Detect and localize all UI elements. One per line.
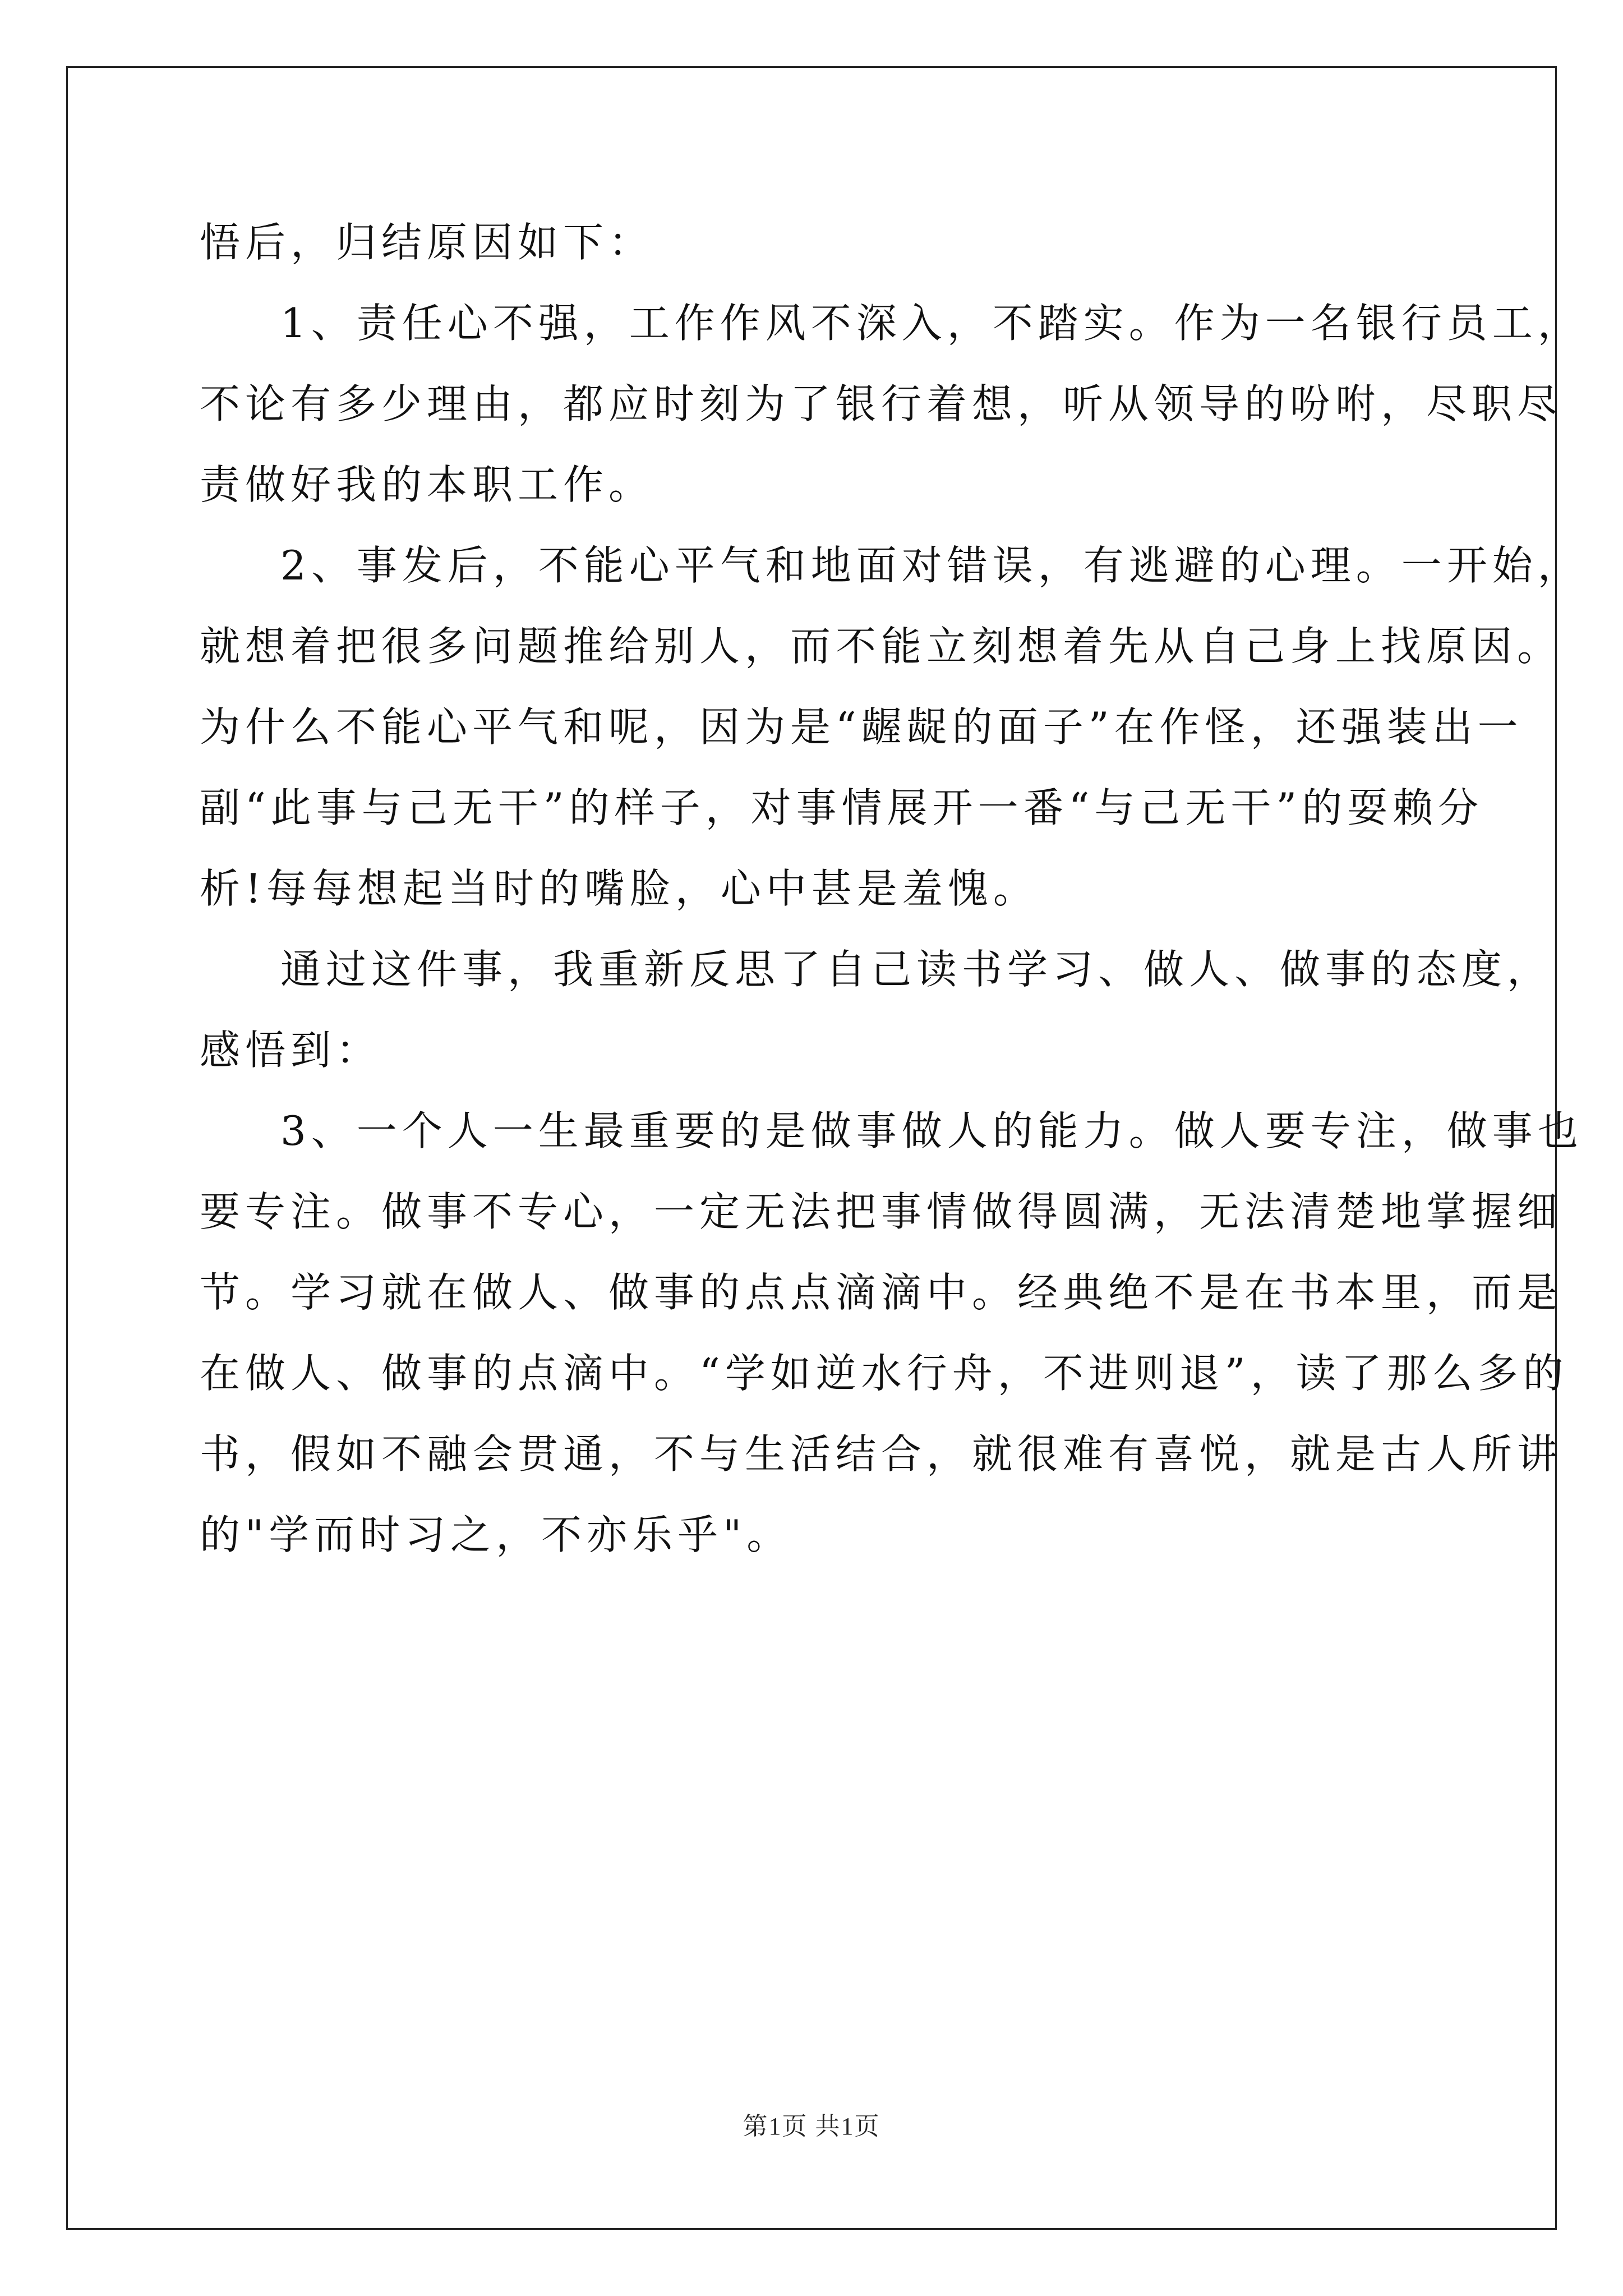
paragraph-first-line: 通过这件事，我重新反思了自己读书学习、做人、做事的态度，	[280, 946, 1553, 993]
text-line: 书，假如不融会贯通，不与生活结合，就很难有喜悦，就是古人所讲	[200, 1430, 1563, 1478]
text-line: 责做好我的本职工作。	[200, 461, 654, 508]
paragraph-first-line: 3、一个人一生最重要的是做事做人的能力。做人要专注，做事也	[280, 1107, 1583, 1154]
document-body	[200, 202, 1583, 1575]
text-line: 悟后，归结原因如下：	[200, 219, 654, 266]
text-line: 不论有多少理由，都应时刻为了银行着想，听从领导的吩咐，尽职尽	[200, 380, 1563, 427]
page-footer	[0, 2106, 1623, 2142]
text-line: 为什么不能心平气和呢，因为是“龌龊的面子”在作怪，还强装出一	[200, 703, 1523, 751]
text-line: 感悟到：	[200, 1027, 382, 1074]
text-line: 节。学习就在做人、做事的点点滴滴中。经典绝不是在书本里，而是	[200, 1269, 1563, 1316]
page-indicator: 第1页 共1页	[743, 2113, 880, 2140]
text-line: 析!每每想起当时的嘴脸，心中甚是羞愧。	[200, 865, 1039, 912]
paragraph-first-line: 2、事发后，不能心平气和地面对错误，有逃避的心理。一开始，	[280, 542, 1583, 589]
text-line: 的"学而时习之，不亦乐乎"。	[200, 1511, 792, 1558]
text-line: 副“此事与己无干”的样子，对事情展开一番“与己无干”的耍赖分	[200, 784, 1484, 831]
text-line: 要专注。做事不专心，一定无法把事情做得圆满，无法清楚地掌握细	[200, 1188, 1563, 1235]
text-line: 在做人、做事的点滴中。“学如逆水行舟，不进则退”，读了那么多的	[200, 1350, 1569, 1397]
paragraph-first-line: 1、责任心不强，工作作风不深入，不踏实。作为一名银行员工，	[280, 300, 1583, 347]
text-line: 就想着把很多问题推给别人，而不能立刻想着先从自己身上找原因。	[200, 623, 1563, 670]
